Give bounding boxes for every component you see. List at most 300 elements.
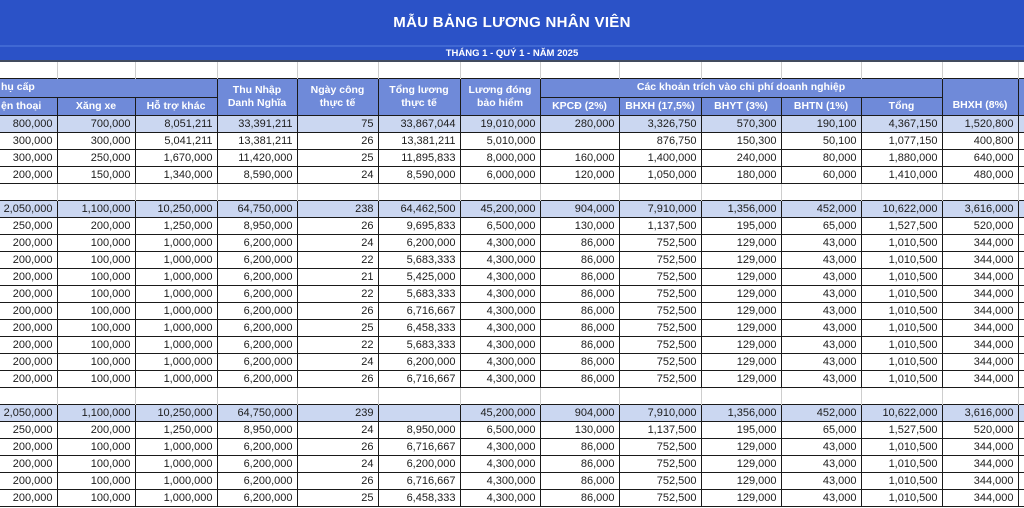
cell[interactable]: 43,000 [781, 234, 861, 251]
cell[interactable]: 344,000 [942, 302, 1018, 319]
cell[interactable]: 26 [297, 132, 378, 149]
cell[interactable]: 4,300,000 [460, 319, 540, 336]
cell[interactable]: 250,000 [0, 217, 57, 234]
cell[interactable] [540, 132, 619, 149]
cell[interactable]: 26 [297, 438, 378, 455]
cell[interactable]: 86,000 [540, 353, 619, 370]
cell[interactable]: 1,400,000 [619, 149, 701, 166]
cell[interactable]: 100,000 [57, 489, 135, 506]
cell[interactable]: 65,000 [781, 421, 861, 438]
cell[interactable]: 45,200,000 [460, 404, 540, 421]
cell-partial[interactable] [1018, 455, 1024, 472]
cell[interactable]: 6,200,000 [217, 489, 297, 506]
cell[interactable] [861, 183, 942, 200]
cell[interactable]: 1,010,500 [861, 234, 942, 251]
cell[interactable]: 10,622,000 [861, 404, 942, 421]
cell[interactable]: 344,000 [942, 455, 1018, 472]
cell[interactable]: 2,050,000 [0, 200, 57, 217]
cell[interactable]: 3,616,000 [942, 404, 1018, 421]
cell[interactable]: 6,200,000 [217, 302, 297, 319]
cell[interactable]: 4,367,150 [861, 115, 942, 132]
cell[interactable]: 344,000 [942, 234, 1018, 251]
cell[interactable]: 1,000,000 [135, 302, 217, 319]
cell[interactable]: 4,300,000 [460, 472, 540, 489]
cell[interactable]: 1,000,000 [135, 489, 217, 506]
cell-partial[interactable] [1018, 251, 1024, 268]
cell[interactable]: 904,000 [540, 200, 619, 217]
cell[interactable] [378, 404, 460, 421]
cell[interactable]: 10,250,000 [135, 200, 217, 217]
cell[interactable]: 11,895,833 [378, 149, 460, 166]
cell[interactable] [378, 387, 460, 404]
cell[interactable]: 11,420,000 [217, 149, 297, 166]
cell-partial[interactable] [1018, 302, 1024, 319]
cell[interactable] [781, 387, 861, 404]
group-header-allowance[interactable]: hụ cấp [0, 78, 217, 97]
cell[interactable]: 4,300,000 [460, 234, 540, 251]
cell[interactable]: 1,010,500 [861, 353, 942, 370]
cell[interactable]: 6,200,000 [217, 285, 297, 302]
cell[interactable]: 43,000 [781, 336, 861, 353]
cell[interactable]: 180,000 [701, 166, 781, 183]
cell[interactable]: 8,590,000 [217, 166, 297, 183]
cell[interactable]: 129,000 [701, 251, 781, 268]
cell[interactable]: 1,000,000 [135, 268, 217, 285]
cell[interactable]: 752,500 [619, 319, 701, 336]
cell[interactable]: 1,010,500 [861, 302, 942, 319]
cell[interactable]: 21 [297, 268, 378, 285]
cell[interactable]: 344,000 [942, 336, 1018, 353]
cell[interactable]: 24 [297, 455, 378, 472]
cell-partial[interactable] [1018, 166, 1024, 183]
cell[interactable]: 6,716,667 [378, 438, 460, 455]
cell[interactable]: 80,000 [781, 149, 861, 166]
cell-partial[interactable] [1018, 404, 1024, 421]
cell[interactable]: 43,000 [781, 472, 861, 489]
cell[interactable]: 1,000,000 [135, 438, 217, 455]
cell[interactable]: 5,425,000 [378, 268, 460, 285]
cell[interactable]: 1,000,000 [135, 455, 217, 472]
cell[interactable]: 480,000 [942, 166, 1018, 183]
cell[interactable]: 4,300,000 [460, 438, 540, 455]
cell[interactable]: 45,200,000 [460, 200, 540, 217]
col-header-other-support[interactable]: Hỗ trợ khác [135, 97, 217, 115]
cell[interactable]: 200,000 [0, 438, 57, 455]
cell[interactable]: 6,458,333 [378, 489, 460, 506]
cell[interactable]: 4,300,000 [460, 268, 540, 285]
cell[interactable]: 1,527,500 [861, 217, 942, 234]
cell[interactable]: 6,500,000 [460, 421, 540, 438]
cell[interactable] [540, 183, 619, 200]
cell[interactable]: 86,000 [540, 268, 619, 285]
cell[interactable]: 86,000 [540, 455, 619, 472]
cell[interactable] [0, 62, 57, 78]
cell[interactable]: 239 [297, 404, 378, 421]
cell[interactable]: 86,000 [540, 285, 619, 302]
cell[interactable]: 200,000 [0, 251, 57, 268]
cell[interactable]: 8,051,211 [135, 115, 217, 132]
cell[interactable]: 86,000 [540, 489, 619, 506]
cell[interactable]: 129,000 [701, 285, 781, 302]
cell[interactable]: 6,200,000 [217, 353, 297, 370]
cell[interactable]: 2,050,000 [0, 404, 57, 421]
cell[interactable]: 1,356,000 [701, 200, 781, 217]
cell[interactable]: 22 [297, 251, 378, 268]
cell[interactable]: 200,000 [57, 217, 135, 234]
cell[interactable] [942, 183, 1018, 200]
cell[interactable]: 6,200,000 [217, 472, 297, 489]
cell[interactable]: 640,000 [942, 149, 1018, 166]
cell[interactable] [701, 62, 781, 78]
cell[interactable]: 344,000 [942, 268, 1018, 285]
cell[interactable]: 4,300,000 [460, 489, 540, 506]
cell[interactable] [135, 387, 217, 404]
cell[interactable] [540, 387, 619, 404]
cell[interactable]: 43,000 [781, 251, 861, 268]
cell[interactable]: 43,000 [781, 438, 861, 455]
cell[interactable]: 65,000 [781, 217, 861, 234]
cell[interactable]: 13,381,211 [378, 132, 460, 149]
cell[interactable]: 6,200,000 [378, 353, 460, 370]
cell[interactable]: 752,500 [619, 302, 701, 319]
cell[interactable] [942, 62, 1018, 78]
cell[interactable]: 1,000,000 [135, 472, 217, 489]
cell-partial[interactable] [1018, 132, 1024, 149]
cell[interactable]: 344,000 [942, 319, 1018, 336]
cell[interactable]: 752,500 [619, 455, 701, 472]
cell[interactable]: 6,200,000 [217, 234, 297, 251]
cell[interactable]: 1,077,150 [861, 132, 942, 149]
cell[interactable]: 86,000 [540, 472, 619, 489]
cell[interactable]: 130,000 [540, 421, 619, 438]
cell[interactable]: 752,500 [619, 438, 701, 455]
col-header-bhxh-175[interactable]: BHXH (17,5%) [619, 97, 701, 115]
cell[interactable]: 1,100,000 [57, 200, 135, 217]
cell[interactable]: 6,200,000 [217, 319, 297, 336]
cell[interactable]: 6,200,000 [378, 455, 460, 472]
cell[interactable]: 100,000 [57, 268, 135, 285]
cell[interactable] [781, 62, 861, 78]
cell[interactable] [619, 62, 701, 78]
cell[interactable]: 1,050,000 [619, 166, 701, 183]
cell[interactable]: 752,500 [619, 353, 701, 370]
cell[interactable]: 344,000 [942, 370, 1018, 387]
cell[interactable]: 700,000 [57, 115, 135, 132]
cell[interactable]: 200,000 [0, 336, 57, 353]
cell[interactable]: 1,250,000 [135, 421, 217, 438]
cell[interactable]: 10,622,000 [861, 200, 942, 217]
cell[interactable]: 1,356,000 [701, 404, 781, 421]
cell[interactable]: 64,750,000 [217, 404, 297, 421]
cell-partial[interactable] [1018, 370, 1024, 387]
cell[interactable]: 400,800 [942, 132, 1018, 149]
cell[interactable]: 4,300,000 [460, 285, 540, 302]
cell[interactable] [135, 183, 217, 200]
cell[interactable]: 5,683,333 [378, 285, 460, 302]
cell[interactable]: 1,000,000 [135, 370, 217, 387]
cell[interactable] [942, 387, 1018, 404]
cell[interactable]: 6,716,667 [378, 370, 460, 387]
cell[interactable]: 1,010,500 [861, 370, 942, 387]
cell[interactable]: 5,683,333 [378, 251, 460, 268]
cell[interactable]: 1,520,800 [942, 115, 1018, 132]
cell[interactable]: 60,000 [781, 166, 861, 183]
cell[interactable]: 43,000 [781, 489, 861, 506]
cell[interactable] [619, 183, 701, 200]
cell[interactable]: 200,000 [0, 302, 57, 319]
cell[interactable]: 904,000 [540, 404, 619, 421]
cell[interactable]: 1,670,000 [135, 149, 217, 166]
cell[interactable]: 64,750,000 [217, 200, 297, 217]
col-header-phone[interactable]: ện thoại [0, 97, 57, 115]
cell[interactable]: 570,300 [701, 115, 781, 132]
cell[interactable]: 25 [297, 149, 378, 166]
cell[interactable]: 1,250,000 [135, 217, 217, 234]
cell-partial[interactable] [1018, 115, 1024, 132]
cell[interactable]: 4,300,000 [460, 302, 540, 319]
cell[interactable]: 4,300,000 [460, 455, 540, 472]
cell[interactable]: 22 [297, 285, 378, 302]
cell[interactable]: 26 [297, 370, 378, 387]
cell[interactable]: 26 [297, 217, 378, 234]
cell[interactable]: 129,000 [701, 455, 781, 472]
cell[interactable]: 43,000 [781, 370, 861, 387]
cell[interactable]: 86,000 [540, 251, 619, 268]
cell[interactable]: 24 [297, 166, 378, 183]
cell[interactable]: 6,200,000 [217, 251, 297, 268]
cell[interactable]: 25 [297, 319, 378, 336]
cell[interactable]: 43,000 [781, 302, 861, 319]
cell[interactable]: 24 [297, 234, 378, 251]
cell[interactable]: 3,326,750 [619, 115, 701, 132]
cell[interactable]: 100,000 [57, 285, 135, 302]
cell[interactable]: 120,000 [540, 166, 619, 183]
cell[interactable]: 129,000 [701, 353, 781, 370]
cell[interactable]: 33,867,044 [378, 115, 460, 132]
cell[interactable]: 200,000 [0, 268, 57, 285]
cell[interactable]: 43,000 [781, 353, 861, 370]
cell-partial[interactable] [1018, 234, 1024, 251]
cell[interactable]: 100,000 [57, 234, 135, 251]
cell[interactable]: 1,010,500 [861, 455, 942, 472]
cell[interactable]: 1,010,500 [861, 438, 942, 455]
cell-partial[interactable] [1018, 200, 1024, 217]
cell[interactable]: 752,500 [619, 268, 701, 285]
cell[interactable] [135, 62, 217, 78]
cell[interactable]: 200,000 [0, 319, 57, 336]
cell[interactable] [861, 62, 942, 78]
cell[interactable]: 25 [297, 489, 378, 506]
cell-partial[interactable] [1018, 149, 1024, 166]
cell[interactable]: 1,100,000 [57, 404, 135, 421]
cell[interactable]: 19,010,000 [460, 115, 540, 132]
cell[interactable]: 344,000 [942, 285, 1018, 302]
cell[interactable]: 6,716,667 [378, 302, 460, 319]
cell[interactable]: 43,000 [781, 285, 861, 302]
cell[interactable]: 100,000 [57, 370, 135, 387]
cell[interactable] [57, 183, 135, 200]
cell-partial[interactable] [1018, 387, 1024, 404]
cell[interactable] [619, 387, 701, 404]
cell[interactable]: 1,410,000 [861, 166, 942, 183]
cell[interactable]: 1,340,000 [135, 166, 217, 183]
cell[interactable]: 452,000 [781, 404, 861, 421]
cell[interactable]: 6,200,000 [217, 268, 297, 285]
cell-partial[interactable] [1018, 268, 1024, 285]
cell[interactable]: 752,500 [619, 489, 701, 506]
cell-partial[interactable] [1018, 438, 1024, 455]
cell[interactable] [297, 183, 378, 200]
cell[interactable] [460, 62, 540, 78]
cell[interactable]: 129,000 [701, 472, 781, 489]
cell[interactable] [57, 387, 135, 404]
cell[interactable]: 130,000 [540, 217, 619, 234]
cell[interactable]: 7,910,000 [619, 404, 701, 421]
cell[interactable]: 5,010,000 [460, 132, 540, 149]
cell[interactable] [861, 387, 942, 404]
col-header-partial[interactable] [1018, 78, 1024, 115]
cell[interactable]: 876,750 [619, 132, 701, 149]
cell[interactable]: 5,041,211 [135, 132, 217, 149]
cell[interactable]: 1,010,500 [861, 489, 942, 506]
cell[interactable]: 4,300,000 [460, 370, 540, 387]
cell-partial[interactable] [1018, 353, 1024, 370]
col-header-actual-workdays[interactable]: Ngày công thực tế [297, 78, 378, 115]
col-header-actual-total-salary[interactable]: Tổng lương thực tế [378, 78, 460, 115]
cell[interactable]: 100,000 [57, 353, 135, 370]
cell[interactable] [1018, 62, 1024, 78]
cell[interactable]: 6,458,333 [378, 319, 460, 336]
cell[interactable] [217, 387, 297, 404]
cell-partial[interactable] [1018, 285, 1024, 302]
cell[interactable]: 1,000,000 [135, 285, 217, 302]
cell[interactable]: 129,000 [701, 234, 781, 251]
cell[interactable]: 190,100 [781, 115, 861, 132]
cell-partial[interactable] [1018, 217, 1024, 234]
cell[interactable]: 86,000 [540, 370, 619, 387]
cell-partial[interactable] [1018, 336, 1024, 353]
cell[interactable]: 195,000 [701, 217, 781, 234]
cell[interactable]: 8,950,000 [217, 421, 297, 438]
cell[interactable]: 5,683,333 [378, 336, 460, 353]
cell[interactable]: 100,000 [57, 438, 135, 455]
cell[interactable]: 344,000 [942, 438, 1018, 455]
cell[interactable] [0, 183, 57, 200]
cell[interactable]: 9,695,833 [378, 217, 460, 234]
cell[interactable]: 344,000 [942, 251, 1018, 268]
cell[interactable]: 250,000 [0, 421, 57, 438]
cell[interactable]: 1,010,500 [861, 285, 942, 302]
cell[interactable]: 6,500,000 [460, 217, 540, 234]
cell[interactable]: 1,000,000 [135, 319, 217, 336]
cell[interactable]: 200,000 [0, 234, 57, 251]
cell[interactable]: 4,300,000 [460, 353, 540, 370]
cell[interactable]: 752,500 [619, 472, 701, 489]
cell[interactable]: 129,000 [701, 438, 781, 455]
cell[interactable]: 238 [297, 200, 378, 217]
cell[interactable]: 64,462,500 [378, 200, 460, 217]
cell[interactable]: 33,391,211 [217, 115, 297, 132]
cell[interactable]: 6,200,000 [217, 455, 297, 472]
cell[interactable]: 3,616,000 [942, 200, 1018, 217]
cell[interactable]: 520,000 [942, 421, 1018, 438]
cell[interactable]: 86,000 [540, 302, 619, 319]
cell[interactable]: 344,000 [942, 353, 1018, 370]
cell[interactable]: 100,000 [57, 336, 135, 353]
cell[interactable]: 200,000 [0, 370, 57, 387]
cell[interactable]: 195,000 [701, 421, 781, 438]
cell[interactable]: 24 [297, 421, 378, 438]
cell-partial[interactable] [1018, 183, 1024, 200]
cell-partial[interactable] [1018, 421, 1024, 438]
cell[interactable]: 250,000 [57, 149, 135, 166]
cell[interactable]: 10,250,000 [135, 404, 217, 421]
cell[interactable]: 520,000 [942, 217, 1018, 234]
cell[interactable]: 100,000 [57, 472, 135, 489]
col-header-kpcd[interactable]: KPCĐ (2%) [540, 97, 619, 115]
cell[interactable]: 129,000 [701, 302, 781, 319]
cell[interactable]: 6,200,000 [217, 370, 297, 387]
cell[interactable] [460, 387, 540, 404]
cell[interactable] [540, 62, 619, 78]
cell-partial[interactable] [1018, 472, 1024, 489]
cell[interactable]: 752,500 [619, 251, 701, 268]
cell[interactable]: 129,000 [701, 489, 781, 506]
cell[interactable] [701, 387, 781, 404]
cell[interactable]: 300,000 [0, 132, 57, 149]
cell[interactable]: 100,000 [57, 302, 135, 319]
cell[interactable] [781, 183, 861, 200]
cell[interactable]: 43,000 [781, 319, 861, 336]
cell[interactable]: 8,950,000 [378, 421, 460, 438]
cell[interactable]: 1,000,000 [135, 234, 217, 251]
cell[interactable]: 150,000 [57, 166, 135, 183]
cell[interactable]: 7,910,000 [619, 200, 701, 217]
cell[interactable]: 150,300 [701, 132, 781, 149]
cell[interactable]: 129,000 [701, 370, 781, 387]
cell[interactable]: 8,000,000 [460, 149, 540, 166]
cell[interactable]: 86,000 [540, 319, 619, 336]
col-header-total[interactable]: Tổng [861, 97, 942, 115]
cell[interactable]: 200,000 [57, 421, 135, 438]
cell[interactable]: 8,950,000 [217, 217, 297, 234]
cell[interactable]: 86,000 [540, 234, 619, 251]
cell[interactable]: 6,200,000 [217, 336, 297, 353]
cell[interactable]: 75 [297, 115, 378, 132]
cell[interactable]: 200,000 [0, 166, 57, 183]
cell[interactable] [378, 183, 460, 200]
cell[interactable]: 6,000,000 [460, 166, 540, 183]
cell[interactable]: 752,500 [619, 370, 701, 387]
cell[interactable]: 129,000 [701, 268, 781, 285]
group-header-company-deductions[interactable]: Các khoản trích vào chi phí doanh nghiệp [540, 78, 942, 97]
cell[interactable]: 22 [297, 336, 378, 353]
cell[interactable] [378, 62, 460, 78]
cell[interactable]: 240,000 [701, 149, 781, 166]
col-header-insurance-salary[interactable]: Lương đóng bảo hiểm [460, 78, 540, 115]
cell[interactable] [701, 183, 781, 200]
cell[interactable] [460, 183, 540, 200]
cell[interactable]: 4,300,000 [460, 251, 540, 268]
col-header-bhtn[interactable]: BHTN (1%) [781, 97, 861, 115]
cell[interactable]: 800,000 [0, 115, 57, 132]
cell[interactable]: 13,381,211 [217, 132, 297, 149]
cell[interactable]: 344,000 [942, 472, 1018, 489]
cell[interactable]: 6,200,000 [378, 234, 460, 251]
cell[interactable]: 344,000 [942, 489, 1018, 506]
cell[interactable]: 1,137,500 [619, 217, 701, 234]
cell[interactable]: 1,000,000 [135, 336, 217, 353]
